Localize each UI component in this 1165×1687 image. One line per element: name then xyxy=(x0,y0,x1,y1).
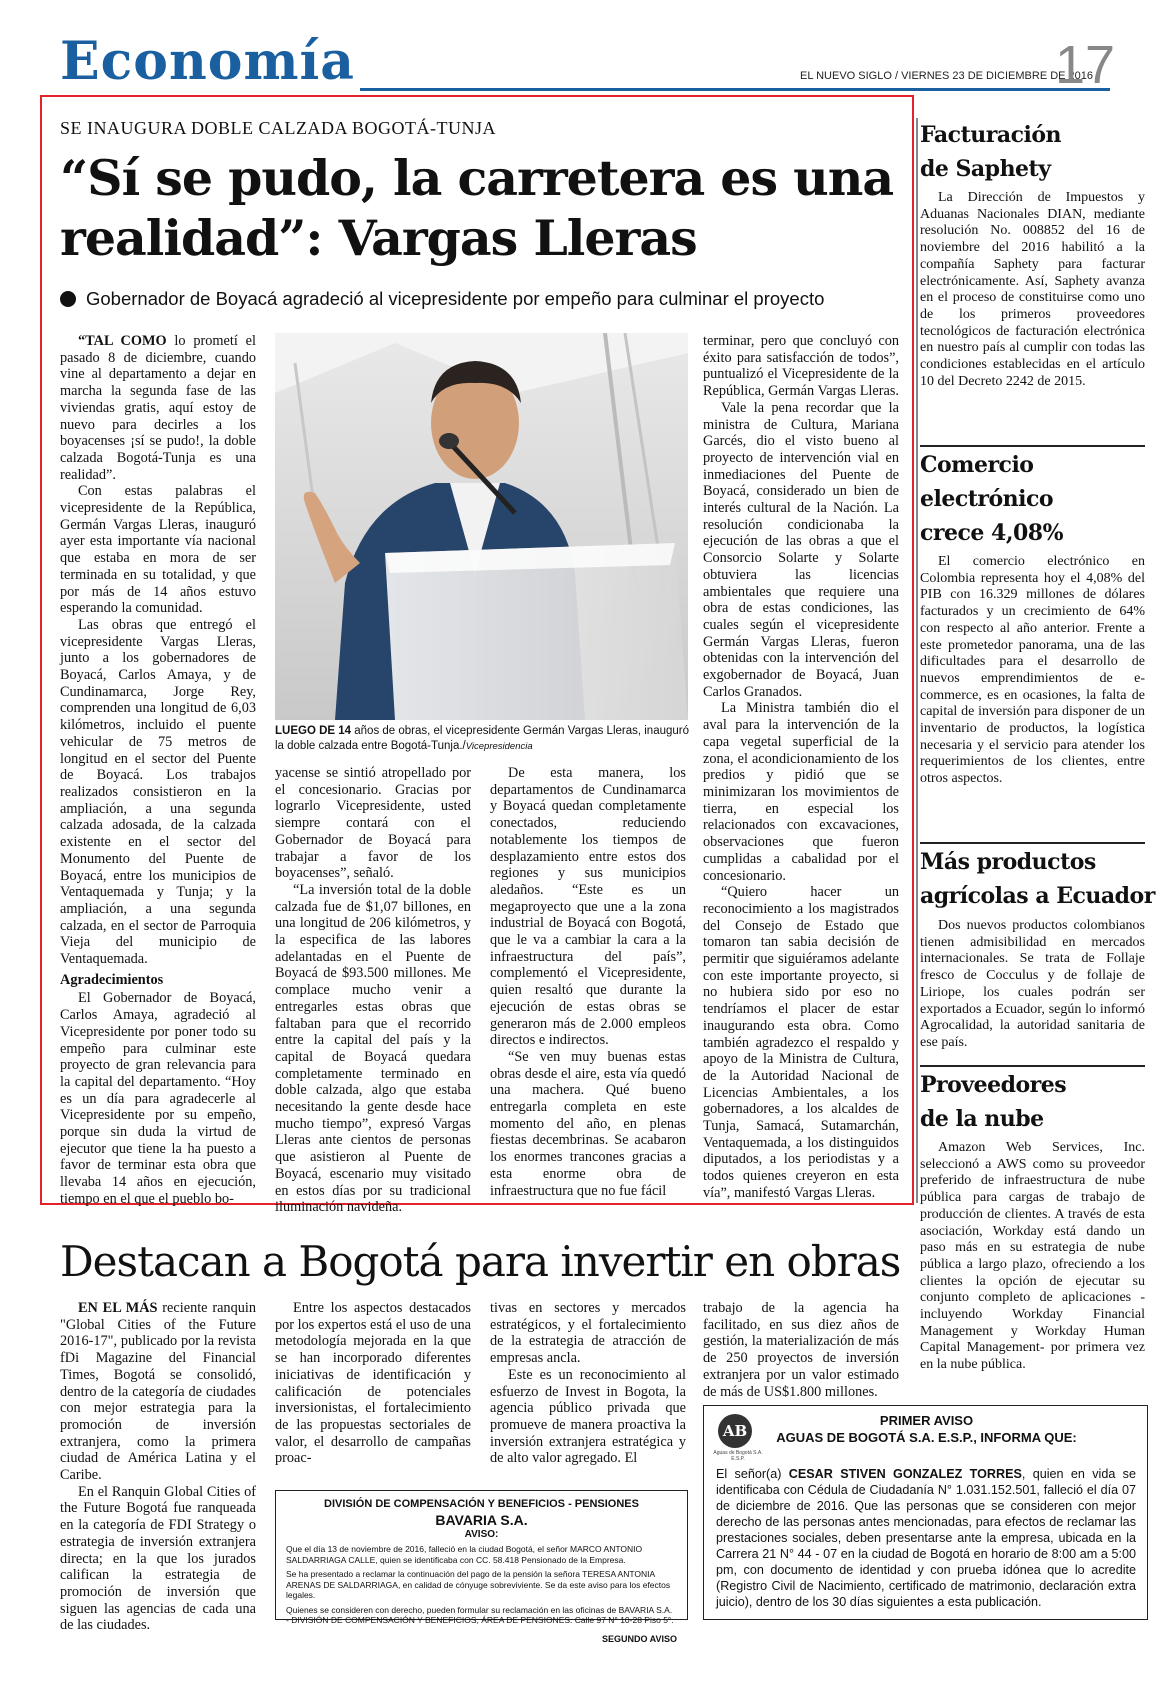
paragraph: “Quiero hacer un reconocimiento a los magistrados del Consejo de Estado que tomaron tan sabia decisión de permitir que siguiéramos adelante con este importante proyecto, si no hubiera sido por eso no tendríamos el placer de estar inaugurando esta obra. Como también agradezco el respaldo y apoyo de la Ministra de Cultura, de la Autoridad Nacional de Licencias Ambientales, a los gobernadores, a los alcaldes de Tunja, Samacá, Sutamarchán, Ventaquemada, a los distinguidos diputados, a los periodistas y a todos quienes creyeron en esta vía”, manifestó Vargas Lleras. xyxy=(703,884,899,1201)
bottom-column-1 xyxy=(60,1300,256,1634)
paragraph: Amazon Web Services, Inc. seleccionó a AWS como su proveedor preferido de infraestructura de nube pública para cargas de trabajo de producción de clientes. A través de esta asociación, Workday está dando un paso más en su estrategia de nube pública a largo plazo, ofreciendo a los clientes la opción de ejecutar su conjunto completo de aplicaciones -incluyendo Workday Financial Management y Workday Human Capital Management- por primera vez en la nube pública. xyxy=(920,1140,1145,1373)
paragraph: La Ministra también dio el aval para la intervención de la capa vegetal superficial de la zona, el acondicionamiento de los predios y pidió que se minimizaran los movimientos de tierra, en especial los relacionados con excavaciones, observaciones que fueron cumplidas a cabalidad por el concesionario. xyxy=(703,700,899,884)
lead-in: “TAL COMO xyxy=(78,333,167,349)
sidebar-title-line: Facturación xyxy=(920,122,1061,148)
bottom-column-3 xyxy=(490,1300,686,1467)
paragraph: “Se ven muy buenas estas obras desde el aire, esta vía quedó una machera. Qué bueno entregarla completa en este momento del año, en plenas fiestas decembrinas. Se acabaron los enormes trancones gracias a esta enorme obra de infraestructura que no fue fácil xyxy=(490,1048,686,1199)
sidebar-text-saphety xyxy=(920,190,1145,390)
aguas-logo-icon: AB xyxy=(718,1414,752,1448)
paragraph: De esta manera, los departamentos de Cundinamarca y Boyacá quedan completamente conectados, reduciendo notablemente los tiempos de desplazamiento entre estos dos regiones y sus municipios aledaños. “Este es un megaproyecto que une a la zona industrial de Boyacá con Bogotá, que le va a cambiar la cara a la infraestructura del país”, complementó el Vicepresidente, quien resaltó que durante la ejecución de estas obras se generaron más de 2.000 empleos directos e indirectos. xyxy=(490,765,686,1049)
sidebar-title-line: Más productos xyxy=(920,849,1096,875)
notice-text: , quien en vida se identificaba con Cédula de Ciudadanía N° 1.031.152.501, falleció el día 07 de diciembre de 2016. Que las personas que se consideren con mejor derecho de las personas antes mencionadas, para efectos de reclamar las prestaciones sociales, deben presentarse ante la empresa, ubicada en la Carrera 21 N° 44 - 07 en la ciudad de Bogotá en horario de 8:00 am a 5:00 pm, con documento de identidad y con prueba idónea que lo acredite (Registro Civil de Nacimiento, certificado de matrimonio, declaración extra juicio), dentro de los 30 días siguientes a esta publicación. xyxy=(716,1467,1136,1609)
page-number: 17 xyxy=(1055,35,1116,95)
paragraph: La Dirección de Impuestos y Aduanas Nacionales DIAN, mediante resolución No. 008852 del 16 de noviembre del 2016 habilitó a la compañía Saphety para facturar electrónicamente. Así, Saphety avanza en el proceso de constituirse como uno de los primeros proveedores tecnológicos de facturación electrónica en nuestro país al cumplir con todas las condiciones establecidas en el artículo 10 del Decreto 2242 de 2015. xyxy=(920,190,1145,389)
sidebar-title-line: de la nube xyxy=(920,1106,1044,1132)
photo-credit: Vicepresidencia xyxy=(465,741,533,752)
paragraph: lo prometí el pasado 8 de diciembre, cuando vine al departamento a dejar en marcha la segunda fase de las viviendas gratis, aquí estoy de nuevo para decirles a los boyacenses ¡sí se pudo!, la doble calzada Bogotá-Tunja es una realidad”. xyxy=(60,333,256,483)
sidebar-text-agricolas xyxy=(920,918,1145,1052)
sidebar-rule xyxy=(916,118,918,1203)
paragraph: reciente ranquin "Global Cities of the Future 2016-17", publicado por la revista fDi Magazine del Financial Times, Bogotá se consolidó, dentro de la categoría de ciudades con mejor estrategia para la promoción de inversión extranjera, como la primera ciudad de América Latina y el Caribe. xyxy=(60,1300,256,1484)
sidebar-separator xyxy=(920,445,1145,447)
bottom-column-4 xyxy=(703,1300,899,1400)
paragraph: Entre los aspectos destacados por los expertos está el uso de una metodología mejorada en la que se han incorporado diferentes iniciativas de identificación y calificación de potenciales inversionistas, el fortalecimiento de las propuestas sectoriales de valor, el desarrollo de campañas proac- xyxy=(275,1300,471,1467)
paragraph: terminar, pero que concluyó con éxito para satisfacción de todos”, puntualizó el Vicepresidente de la República, Germán Vargas Lleras. xyxy=(703,333,899,400)
sidebar-title-line: de Saphety xyxy=(920,156,1051,182)
header-rule xyxy=(360,88,1110,91)
sidebar-title-line: crece 4,08% xyxy=(920,520,1064,546)
section-title: Economía xyxy=(60,31,355,92)
header-meta: EL NUEVO SIGLO / VIERNES 23 DE DICIEMBRE DE 2016 xyxy=(800,70,1094,82)
bullet-icon xyxy=(60,291,76,307)
deck-text: Gobernador de Boyacá agradeció al vicepresidente por empeño para culminar el proyecto xyxy=(86,288,825,309)
sidebar-title-nube[interactable] xyxy=(920,1068,1066,1136)
paragraph: Dos nuevos productos colombianos tienen admisibilidad en mercados internacionales. Se trata de Follaje fresco de Cocculus y de follaje de Liriope, los cuales podrán ser exportados a Ecuador, según lo informó Agrocalidad, la autoridad sanitaria de ese país. xyxy=(920,918,1145,1050)
notice-heading: AGUAS DE BOGOTÁ S.A. E.S.P., INFORMA QUE: xyxy=(776,1430,1077,1445)
sidebar-title-line: Comercio xyxy=(920,452,1034,478)
lead-in: EN EL MÁS xyxy=(78,1300,158,1316)
sidebar-title-comercio[interactable] xyxy=(920,448,1063,550)
sidebar-title-line: electrónico xyxy=(920,486,1054,512)
bottom-column-2 xyxy=(275,1300,471,1467)
paragraph: yacense se sintió atropellado por el concesionario. Gracias por lograrlo Vicepresidente, usted siempre contará con el Gobernador de Boyacá para trabajar a favor de los boyacenses”, señaló. xyxy=(275,765,471,882)
paragraph: tivas en sectores y mercados estratégicos, y el fortalecimiento de la estrategia de atracción de empresas ancla. xyxy=(490,1300,686,1367)
notice-aguas xyxy=(703,1405,1148,1620)
notice-body xyxy=(716,1466,1136,1610)
notice-heading: PRIMER AVISO xyxy=(879,1413,974,1428)
paragraph: En el Ranquin Global Cities of the Future Bogotá fue ranqueada en la categoría de FDI Strategy o estrategia de inversión extranjera directa; en la que los jurados califican la estrategia de promoción de inversión que siguen las agencias de cada una de las ciudades. xyxy=(60,1483,256,1634)
sidebar-title-line: agrícolas a Ecuador xyxy=(920,883,1155,909)
notice-heading: DIVISIÓN DE COMPENSACIÓN Y BENEFICIOS - PENSIONES xyxy=(324,1498,639,1510)
paragraph: trabajo de la agencia ha facilitado, en sus diez años de gestión, la materialización de más de 250 proyectos de inversión extranjera por un valor estimado de más de US$1.800 millones. xyxy=(703,1300,899,1400)
paragraph: “La inversión total de la doble calzada fue de $1,07 billones, en una longitud de 206 kilómetros, y la especifica de las labores adelantadas en el Puente de Boyacá de $93.500 millones. Me complace mucho venir a entregarles estas obras que faltaban para que el recorrido entre la capital del país y la capital de Boyacá quedara completamente terminado en doble calzada, algo que estaba necesitando la gente desde hace mucho tiempo”, expresó Vargas Lleras ante cientos de personas que asistieron al Puente de Boyacá, escenario muy visitado en estos días por su tradicional iluminación navideña. xyxy=(275,881,471,1216)
sidebar-separator xyxy=(920,1065,1145,1067)
paragraph: Con estas palabras el vicepresidente de la República, Germán Vargas Lleras, inauguró ayer esta importante vía nacional que estaba en mora de ser terminada en su totalidad, y que por más de 14 años estuvo esperando la comunidad. xyxy=(60,483,256,617)
sidebar-title-agricolas[interactable] xyxy=(920,845,1155,913)
notice-bavaria xyxy=(275,1490,688,1644)
kicker: SE INAUGURA DOBLE CALZADA BOGOTÁ-TUNJA xyxy=(60,118,496,138)
notice-brand: BAVARIA S.A. xyxy=(435,1511,528,1528)
photo[interactable] xyxy=(275,333,688,720)
notice-body: Se ha presentado a reclamar la continuación del pago de la pensión la señora TERESA ANTONIA ARENAS DE SALDARRIAGA, en calidad de cónyuge sobreviviente. Se da este aviso para los efectos legales. xyxy=(286,1569,671,1600)
sidebar-text-comercio xyxy=(920,554,1145,788)
notice-subheading: AVISO: xyxy=(464,1528,499,1540)
story-column-4 xyxy=(703,333,899,1202)
story-column-3 xyxy=(490,765,686,1199)
sidebar-title-line: Proveedores xyxy=(920,1072,1067,1098)
paragraph: El Gobernador de Boyacá, Carlos Amaya, agradeció al Vicepresidente por poner todo su empeño para culminar este proyecto de gran relevancia para la capital del departamento. “Hoy es un día para agradecerle al Vicepresidente por su empeño, porque sin duda la virtud de ejecutor que tiene la ha puesto a favor de terminar esta obra que llevaba 14 años en ejecución, tiempo en el que el pueblo bo- xyxy=(60,990,256,1207)
notice-name: CESAR STIVEN GONZALEZ TORRES xyxy=(788,1467,1022,1481)
aguas-logo-caption: Aguas de Bogotá S.A. E.S.P. xyxy=(713,1450,763,1462)
subhead: Agradecimientos xyxy=(60,971,164,988)
photo-caption xyxy=(275,724,691,754)
notice-body: Que el día 13 de noviembre de 2016, falleció en la ciudad Bogotá, el señor MARCO ANTONIO SALDARRIAGA CALLE, quien se identificaba con CC. 58.418 Pensionado de la Empresa. xyxy=(286,1544,643,1565)
notice-body: Quienes se consideren con derecho, pueden formular su reclamación en las oficinas de BAVARIA S.A. - DIVISIÓN DE COMPENSACIÓN Y BENEFICIOS, ÁREA DE PENSIONES. Calle 97 N° 10-28 Piso 5°. xyxy=(286,1604,674,1625)
deck xyxy=(60,288,920,310)
bottom-headline[interactable]: Destacan a Bogotá para invertir en obras xyxy=(60,1237,901,1286)
paragraph: Vale la pena recordar que la ministra de Cultura, Mariana Garcés, dio el visto bueno al proyecto de intervención vial en inmediaciones del Puente de Boyacá, considerado un bien de interés cultural de la Nación. La resolución condicionaba la ejecución de las obras a que el Consorcio Solarte y Solarte obtuviera las licencias ambientales que requiere una obra de estas condiciones, las cuales según el vicepresidente Germán Vargas Lleras, fueron obtenidas con la intervención del exgobernador de Boyacá, Juan Carlos Granados. xyxy=(703,399,899,700)
notice-footer: SEGUNDO AVISO xyxy=(601,1633,677,1644)
story-column-2 xyxy=(275,765,471,1216)
paragraph: El comercio electrónico en Colombia representa hoy el 4,08% del PIB con 16.329 millones de dólares facturados y un crecimiento de 64% con respecto al año anterior. Frente a este prometedor panorama, una de las dificultades para el desarrollo de nuevos emprendimientos de e-commerce, es en ocasiones, la falta de capital de inversión para disponer de un inventario de productos, la logística necesaria y el servicio para atender los requerimientos de los clientes, entre otros aspectos. xyxy=(920,554,1145,787)
story-column-1 xyxy=(60,333,256,1208)
paragraph: Las obras que entregó el vicepresidente Vargas Lleras, junto a los gobernadores de Boyacá, Carlos Amaya, y de Cundinamarca, Jorge Rey, comprenden una longitud de 6,03 kilómetros, incluido el puente vehicular de 75 metros de longitud en el sector del Puente de Boyacá. Los trabajos realizados consistieron en la ampliación, a una segunda calzada adosada, de la calzada existente en el sector del Monumento del Puente de Boyacá, entre los municipios de Ventaquemada y Tunja; y la ampliación, a una segunda calzada, en el sector de Parroquia Vieja del municipio de Ventaquemada. xyxy=(60,616,256,968)
paragraph: Este es un reconocimiento al esfuerzo de Invest in Bogota, la agencia público privada que promueve de manera proactiva la inversión extranjera estratégica y de alto valor agregado. El xyxy=(490,1366,686,1467)
speaker-photo-icon xyxy=(275,333,688,720)
notice-text: El señor(a) xyxy=(716,1467,789,1481)
caption-lead: LUEGO DE 14 xyxy=(275,725,352,737)
headline[interactable]: “Sí se pudo, la carretera es una realidad”: Vargas Lleras xyxy=(60,149,894,267)
sidebar-title-saphety[interactable] xyxy=(920,118,1061,186)
caption-text: años de obras, el vicepresidente Germán Vargas Lleras, inauguró la doble calzada entre Bogotá-Tunja./ xyxy=(275,725,690,752)
sidebar-separator xyxy=(920,842,1145,844)
